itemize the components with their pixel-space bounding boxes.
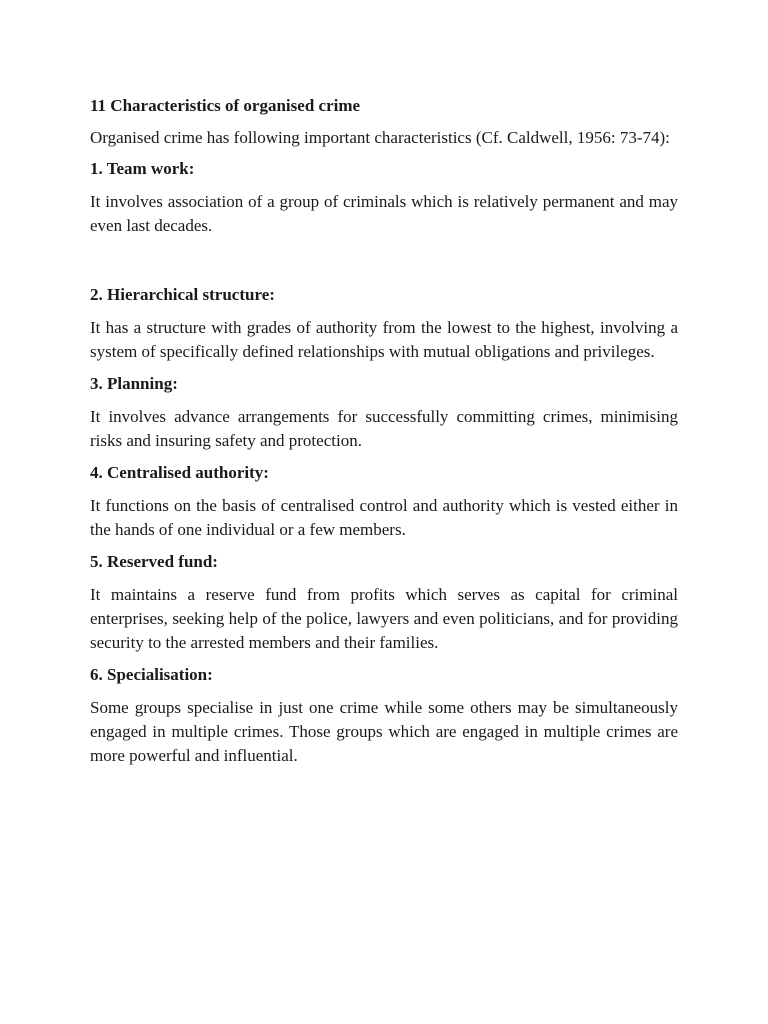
- section-hierarchical-structure: [90, 283, 678, 364]
- section-body: It maintains a reserve fund from profits which serves as capital for criminal enterprises, seeking help of the police, lawyers and even politicians, and for providing security to the arrested members and their families.: [90, 585, 678, 652]
- section-heading: 4. Centralised authority:: [90, 463, 269, 482]
- section-specialisation: [90, 663, 678, 768]
- section-centralised-authority: [90, 461, 678, 542]
- section-heading: 5. Reserved fund:: [90, 552, 218, 571]
- section-body: It involves association of a group of criminals which is relatively permanent and may even last decades.: [90, 192, 678, 235]
- section-body: It involves advance arrangements for successfully committing crimes, minimising risks and insuring safety and protection.: [90, 407, 678, 450]
- section-body: It has a structure with grades of authority from the lowest to the highest, involving a system of specifically defined relationships with mutual obligations and privileges.: [90, 318, 678, 361]
- section-heading: 2. Hierarchical structure:: [90, 285, 275, 304]
- section-heading: 1. Team work:: [90, 159, 195, 178]
- section-body: It functions on the basis of centralised control and authority which is vested either in the hands of one individual or a few members.: [90, 496, 678, 539]
- section-body: Some groups specialise in just one crime while some others may be simultaneously engaged in multiple crimes. Those groups which are engaged in multiple crimes are more powerful and influential.: [90, 698, 678, 765]
- document-title: 11 Characteristics of organised crime: [90, 96, 361, 115]
- section-reserved-fund: [90, 550, 678, 655]
- document-page: [90, 94, 678, 776]
- intro-paragraph: Organised crime has following important characteristics (Cf. Caldwell, 1956: 73-74):: [90, 128, 670, 147]
- section-planning: [90, 372, 678, 453]
- section-heading: 6. Specialisation:: [90, 665, 213, 684]
- section-team-work: [90, 157, 678, 238]
- section-heading: 3. Planning:: [90, 374, 178, 393]
